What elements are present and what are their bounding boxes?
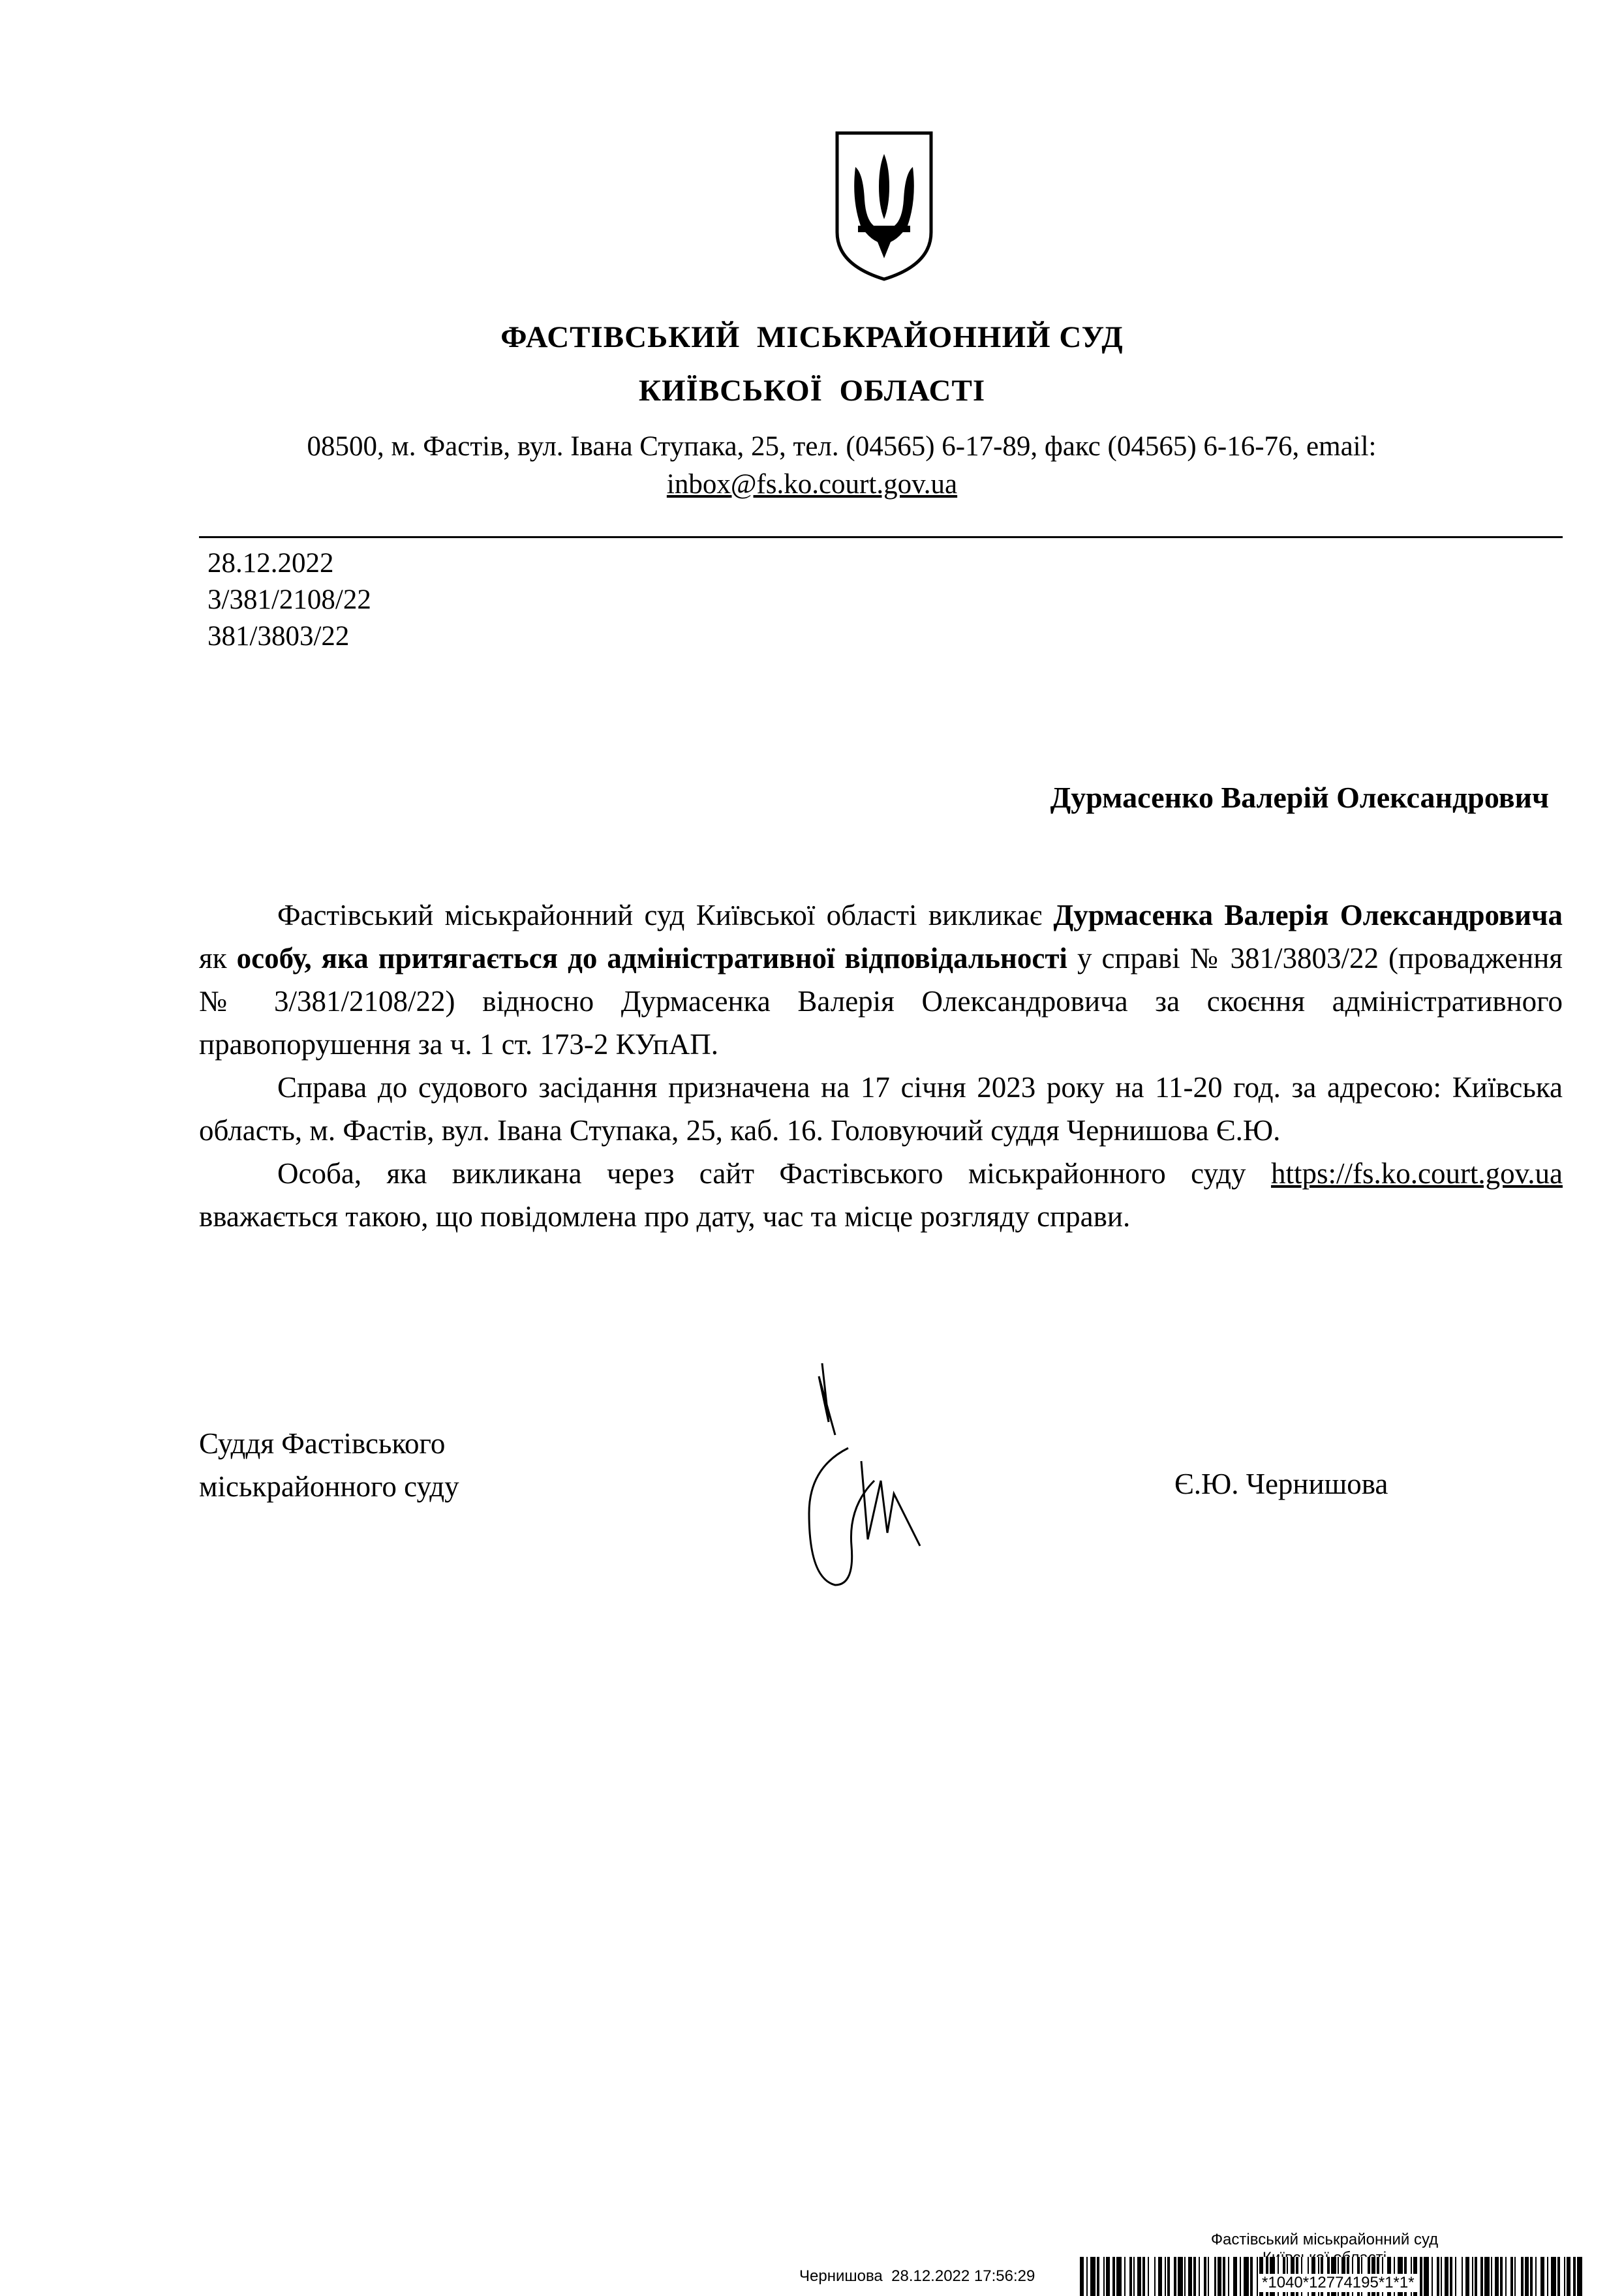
proceeding-number: 3/381/2108/22 [207, 584, 371, 615]
document-meta [207, 545, 371, 655]
barcode-bar [1484, 2257, 1490, 2296]
case-number: 381/3803/22 [207, 621, 350, 652]
court-email[interactable]: inbox@fs.ko.court.gov.ua [666, 469, 958, 500]
court-name: ФАСТІВСЬКИЙ МІСЬКРАЙОННИЙ СУД [500, 320, 1124, 354]
trident-emblem [832, 128, 936, 284]
court-region: КИЇВСЬКОЇ ОБЛАСТІ [638, 374, 986, 408]
court-website-link[interactable]: https://fs.ko.court.gov.ua [1270, 1157, 1563, 1190]
barcode-bar [1178, 2257, 1183, 2296]
barcode-bar [1551, 2257, 1556, 2296]
summons-body [199, 894, 1563, 1238]
judge-name: Є.Ю. Чернишова [1174, 1468, 1388, 1500]
stamp-signer-time: Чернишова 28.12.2022 17:56:29 [799, 2267, 1035, 2285]
paragraph-1: Фастівський міськрайонний суд Київської області викликає Дурмасенка Валерія Олександровича як особу, яка притягається до адміністративної відповідальності у справі № 381/3803/22 (провадження № 3/381/2108/22) відносно Дурмасенка Валерія Олександровича за скоєння адміністративного правопорушення за ч. 1 ст. 173-2 КУпАП. [199, 899, 1563, 1061]
judge-title: Суддя Фастівського міськрайонного суду [199, 1427, 459, 1503]
barcode-bar [1577, 2257, 1582, 2296]
addressee: Дурмасенко Валерій Олександрович [1050, 781, 1549, 814]
barcode-bar [1116, 2257, 1122, 2296]
barcode-text: *1040*12774195*1*1* [1259, 2274, 1417, 2292]
barcode-gap [1516, 2257, 1521, 2296]
document-date: 28.12.2022 [207, 548, 334, 579]
header-divider [199, 536, 1563, 538]
barcode-bar [1090, 2257, 1095, 2296]
barcode-gap [1456, 2257, 1462, 2296]
paragraph-3: Особа, яка викликана через сайт Фастівського міськрайонного суду https://fs.ko.court.gov.ua вважається такою, що повідомлена про дату, час та місце розгляду справи. [199, 1157, 1563, 1233]
barcode-gap [1209, 2257, 1214, 2296]
court-email-link[interactable] [0, 468, 1624, 500]
stamp-organization: Фастівський міськрайонний суд [1210, 2231, 1439, 2248]
barcode-bar [1424, 2257, 1429, 2296]
barcode-bar [1244, 2257, 1249, 2296]
paragraph-2: Справа до судового засідання призначена на 17 січня 2023 року на 11-20 год. за адресою: Київська область, м. Фастів, вул. Івана Ступака, 25, каб. 16. Головуючий суддя Чернишова Є.Ю. [199, 1071, 1563, 1147]
barcode-gap [1149, 2257, 1154, 2296]
court-address: 08500, м. Фастів, вул. Івана Ступака, 25, тел. (04565) 6-17-89, факс (04565) 6-16-76, email: [307, 431, 1377, 462]
handwritten-signature [783, 1350, 940, 1598]
